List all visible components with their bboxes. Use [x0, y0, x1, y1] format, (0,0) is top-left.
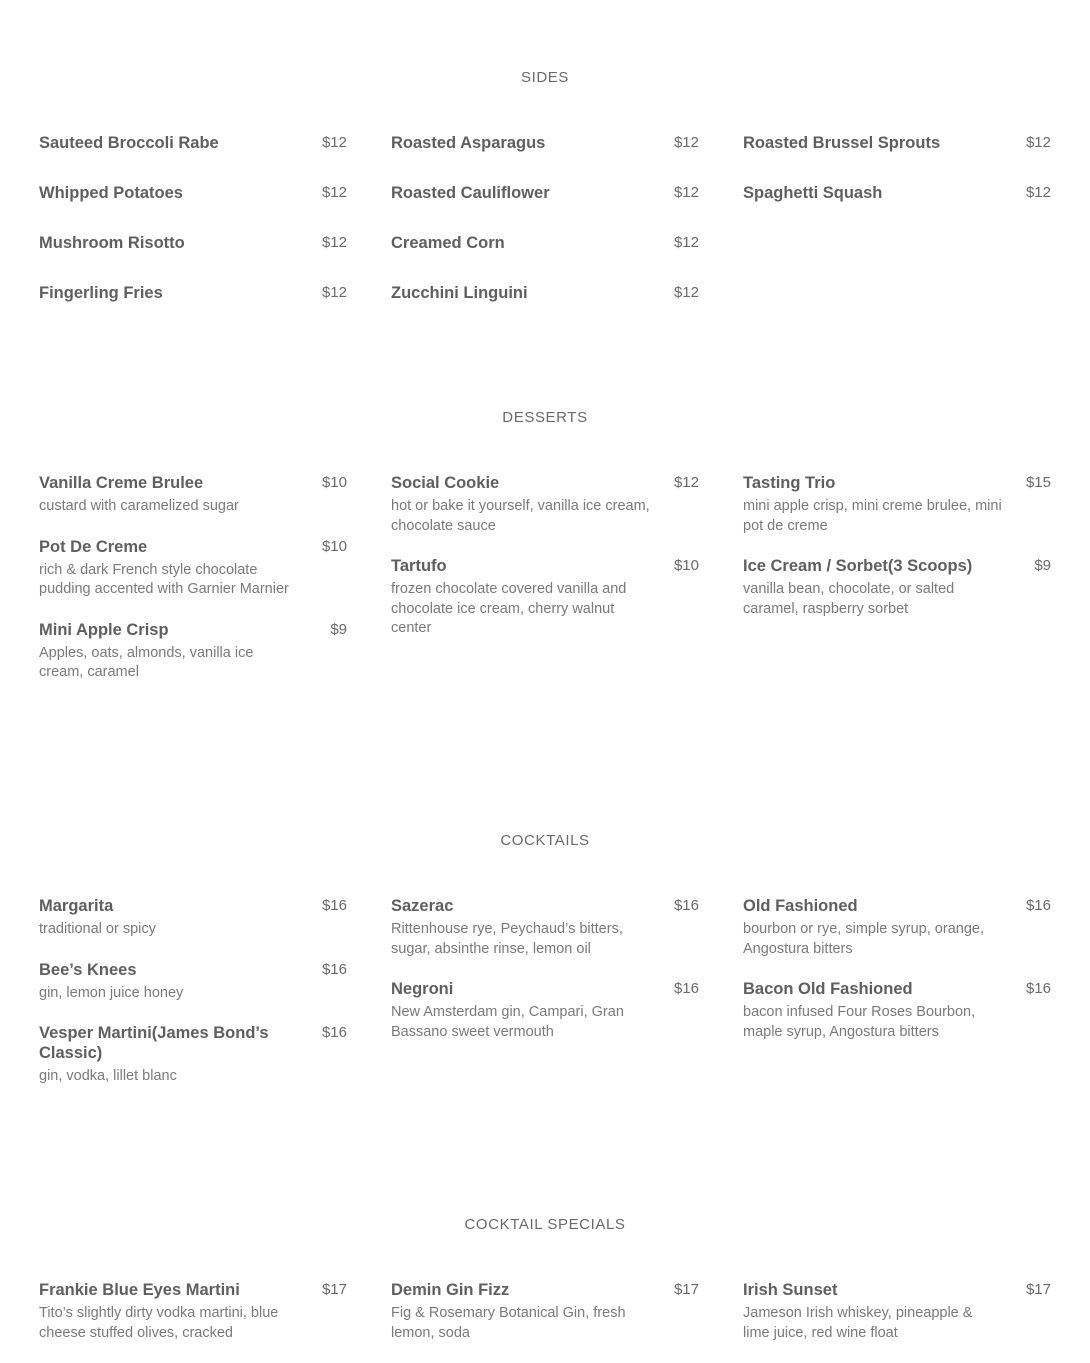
item-price: $12: [673, 474, 699, 491]
menu-column: [743, 896, 1051, 1062]
item-name: Old Fashioned: [743, 897, 858, 915]
menu-column: [39, 133, 347, 333]
item-description: Rittenhouse rye, Peychaud’s bitters, sugar, absinthe rinse, lemon oil: [391, 921, 623, 957]
menu-item: [39, 183, 347, 233]
menu-item: [39, 1280, 347, 1343]
menu-item: [39, 473, 347, 517]
menu-column: [39, 1280, 347, 1363]
menu-item: [391, 183, 699, 233]
item-name: Sazerac: [391, 897, 454, 915]
item-name: Margarita: [39, 897, 114, 915]
menu-item: [391, 233, 699, 283]
item-description: mini apple crisp, mini creme brulee, mini pot de creme: [743, 498, 1002, 534]
menu-item: [743, 183, 1051, 233]
menu-column: [391, 1280, 699, 1363]
item-description: gin, lemon juice honey: [39, 984, 184, 1001]
item-description: bacon infused Four Roses Bourbon, maple syrup, Angostura bitters: [743, 1004, 976, 1040]
menu-column: [391, 133, 699, 333]
item-price: $12: [1025, 184, 1051, 201]
menu-item: [743, 556, 1051, 619]
menu-item: [39, 537, 347, 600]
item-name: Sauteed Broccoli Rabe: [39, 134, 219, 152]
item-price: $16: [1025, 897, 1051, 914]
item-name: Roasted Brussel Sprouts: [743, 134, 941, 152]
menu-column: [743, 1280, 1051, 1363]
item-name: Ice Cream / Sorbet(3 Scoops): [743, 557, 973, 575]
menu-item: [39, 133, 347, 183]
menu-item: [391, 896, 699, 959]
item-description: hot or bake it yourself, vanilla ice cream, chocolate sauce: [391, 498, 650, 534]
menu-item: [743, 473, 1051, 536]
menu-item: [391, 133, 699, 183]
item-price: $12: [673, 234, 699, 251]
menu-column: [39, 896, 347, 1107]
item-price: $9: [330, 620, 347, 638]
item-name: Mini Apple Crisp: [39, 620, 169, 639]
item-description: traditional or spicy: [39, 921, 156, 937]
item-price: $10: [321, 474, 347, 491]
item-price: $10: [321, 537, 347, 555]
item-name: Irish Sunset: [743, 1281, 838, 1299]
item-name: Pot De Creme: [39, 537, 148, 556]
item-description: Fig & Rosemary Botanical Gin, fresh lemon, soda: [391, 1305, 626, 1341]
menu-item: [391, 1280, 699, 1343]
item-name: Creamed Corn: [391, 234, 505, 252]
item-price: $17: [673, 1281, 699, 1298]
menu-item: [39, 283, 347, 333]
item-description: rich & dark French style chocolate pudding accented with Garnier Marnier: [39, 561, 289, 597]
menu-item: [39, 233, 347, 283]
item-description: Jameson Irish whiskey, pineapple & lime juice, red wine float: [743, 1305, 973, 1341]
item-name: Demin Gin Fizz: [391, 1281, 510, 1299]
item-price: $12: [321, 284, 347, 301]
item-description: frozen chocolate covered vanilla and chocolate ice cream, cherry walnut center: [391, 581, 627, 636]
section-title: COCKTAILS: [500, 832, 590, 849]
item-name: Fingerling Fries: [39, 284, 163, 302]
item-name: Zucchini Linguini: [391, 284, 528, 302]
item-name: Bee’s Knees: [39, 960, 137, 979]
item-name: Frankie Blue Eyes Martini: [39, 1281, 240, 1299]
menu-item: [39, 960, 347, 1004]
item-name: Tasting Trio: [743, 474, 836, 492]
item-price: $9: [1034, 557, 1051, 574]
item-name: Social Cookie: [391, 474, 500, 492]
menu-column: [391, 473, 699, 659]
item-price: $12: [673, 134, 699, 151]
menu-item: [391, 283, 699, 333]
item-price: $12: [673, 184, 699, 201]
item-name: Negroni: [391, 980, 454, 998]
menu-column: [743, 473, 1051, 639]
item-name: Whipped Potatoes: [39, 184, 183, 202]
section-title: DESSERTS: [502, 409, 588, 426]
item-description: gin, vodka, lillet blanc: [39, 1068, 177, 1084]
item-description: vanilla bean, chocolate, or salted caramel, raspberry sorbet: [743, 581, 955, 617]
item-price: $12: [1025, 134, 1051, 151]
menu-item: [743, 133, 1051, 183]
item-price: $16: [321, 960, 347, 978]
item-price: $16: [1025, 980, 1051, 997]
item-price: $15: [1025, 474, 1051, 491]
item-description: bourbon or rye, simple syrup, orange, Angostura bitters: [743, 921, 984, 957]
menu-item: [39, 896, 347, 940]
menu-item: [391, 473, 699, 536]
menu-column: [743, 133, 1051, 233]
menu-item: [743, 896, 1051, 959]
menu-item: [39, 1023, 347, 1087]
item-price: $17: [1025, 1281, 1051, 1298]
item-description: Apples, oats, almonds, vanilla ice cream, caramel: [39, 644, 254, 680]
section-title: SIDES: [520, 69, 569, 86]
item-description: Tito’s slightly dirty vodka martini, blue cheese stuffed olives, cracked: [39, 1305, 279, 1341]
item-price: $16: [321, 1024, 347, 1041]
item-name: Vanilla Creme Brulee: [39, 474, 204, 492]
item-name: Spaghetti Squash: [743, 184, 883, 202]
item-name: Mushroom Risotto: [39, 234, 185, 252]
item-name: Bacon Old Fashioned: [743, 980, 913, 998]
item-price: $12: [321, 134, 347, 151]
item-price: $17: [321, 1281, 347, 1298]
item-name: Roasted Cauliflower: [391, 184, 550, 202]
item-price: $12: [321, 184, 347, 201]
item-name: Vesper Martini(James Bond’s Classic): [39, 1024, 269, 1062]
section-title: COCKTAIL SPECIALS: [464, 1216, 626, 1233]
item-description: New Amsterdam gin, Campari, Gran Bassano sweet vermouth: [391, 1004, 624, 1040]
item-price: $12: [321, 234, 347, 251]
item-name: Roasted Asparagus: [391, 134, 546, 152]
item-price: $12: [673, 284, 699, 301]
menu-column: [391, 896, 699, 1062]
item-price: $10: [673, 557, 699, 574]
menu-column: [39, 473, 347, 703]
item-price: $16: [673, 897, 699, 914]
item-name: Tartufo: [391, 557, 447, 575]
item-price: $16: [673, 980, 699, 997]
menu-item: [391, 979, 699, 1042]
menu-item: [39, 620, 347, 683]
item-price: $16: [321, 897, 347, 914]
item-description: custard with caramelized sugar: [39, 498, 239, 514]
menu-item: [391, 556, 699, 639]
menu-item: [743, 1280, 1051, 1343]
menu-item: [743, 979, 1051, 1042]
